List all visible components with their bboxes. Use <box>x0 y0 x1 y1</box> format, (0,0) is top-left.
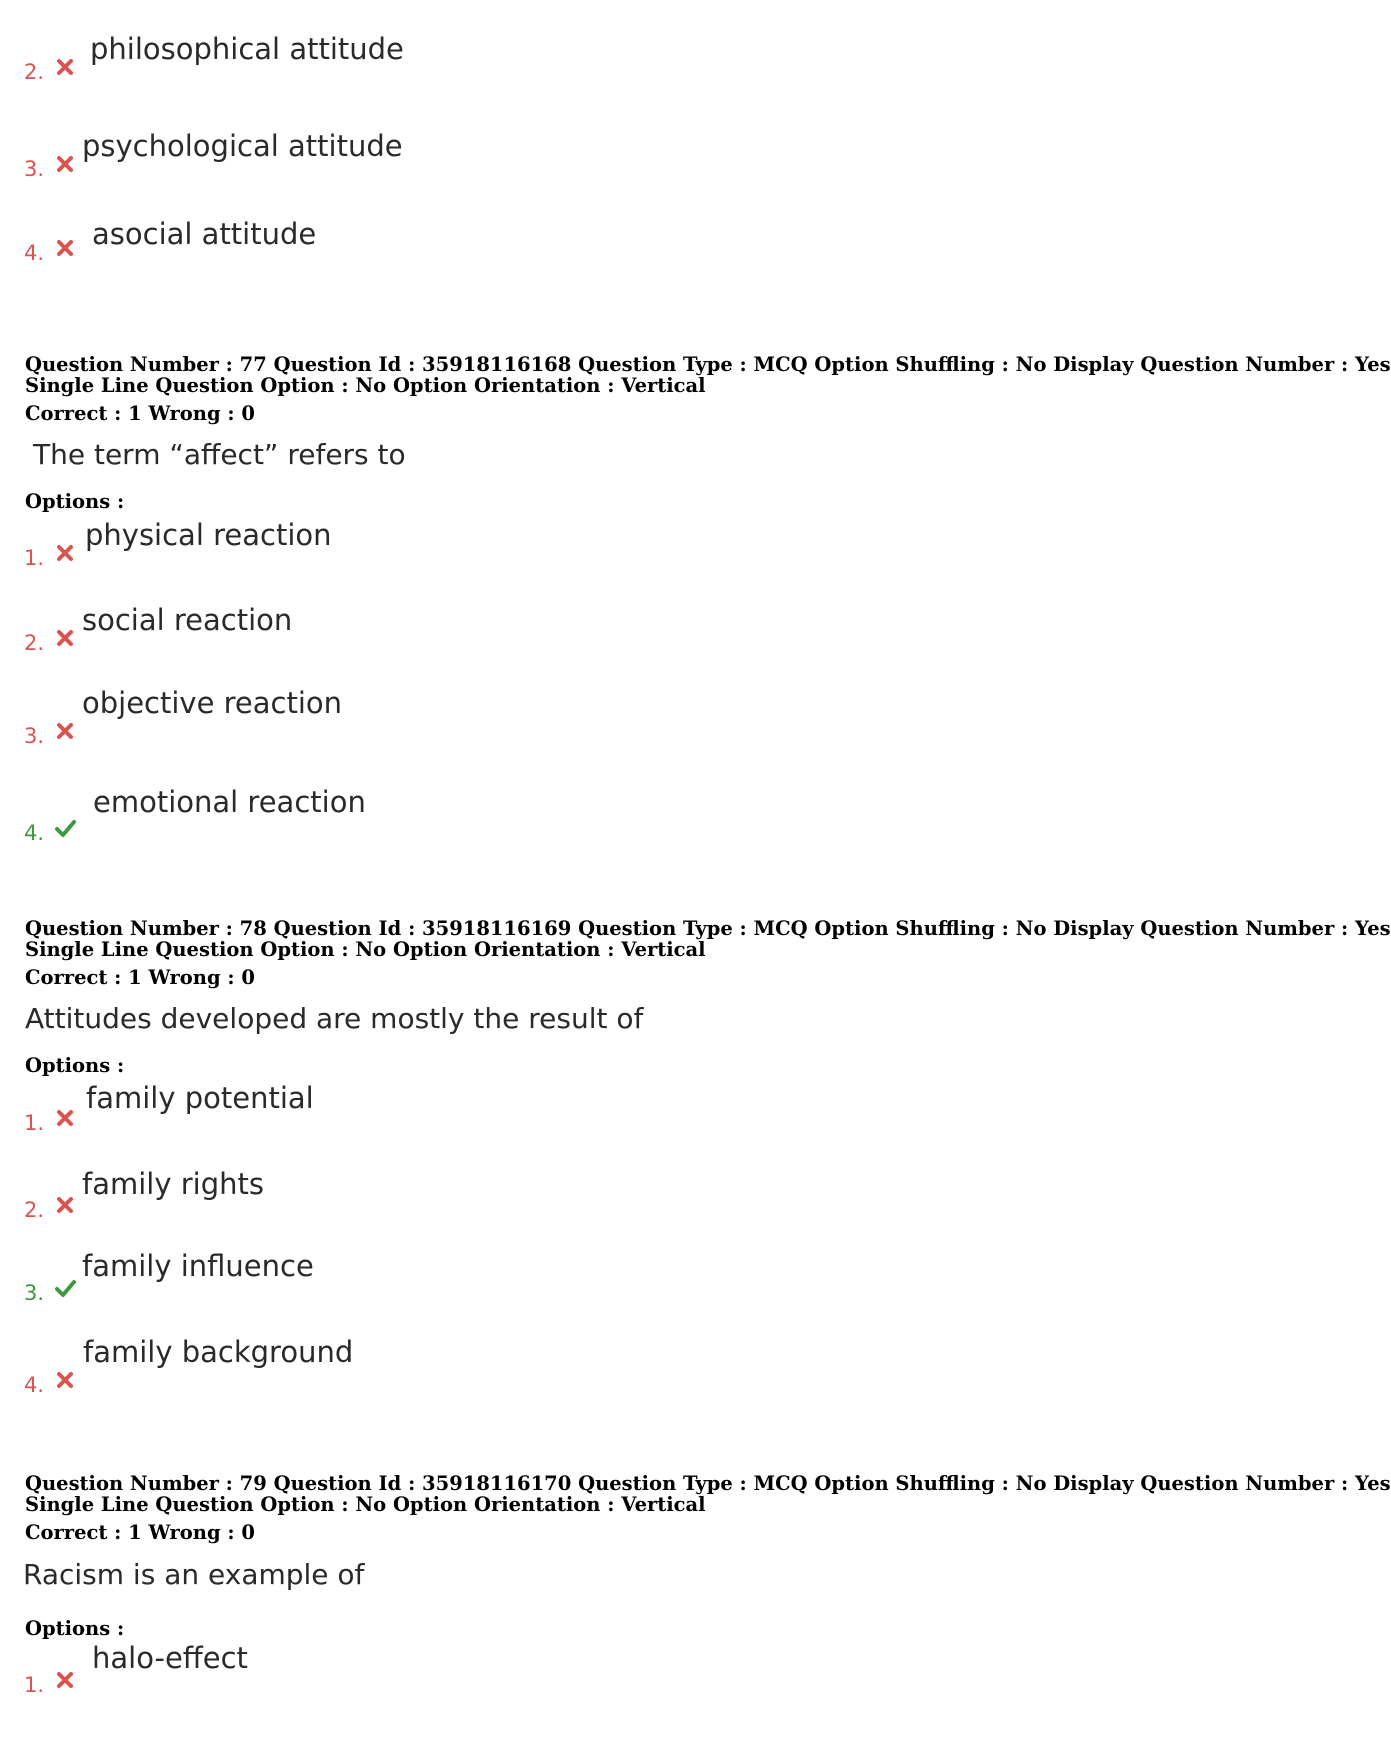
option-text: objective reaction <box>82 686 343 720</box>
options-label: Options : <box>25 490 125 513</box>
cross-icon <box>54 1107 76 1129</box>
option-number: 2. <box>24 1198 45 1222</box>
option-number: 3. <box>24 724 45 748</box>
cross-icon <box>54 56 76 78</box>
option-text: psychological attitude <box>82 129 403 163</box>
option-number: 3. <box>24 157 45 181</box>
option-number: 4. <box>24 1373 45 1397</box>
cross-icon <box>54 1669 76 1691</box>
option-text: asocial attitude <box>92 217 317 251</box>
option-row <box>0 1162 700 1222</box>
question-meta-options: Single Line Question Option : No Option Orientation : Vertical <box>25 938 706 961</box>
option-number: 4. <box>24 821 45 845</box>
option-row <box>0 24 700 84</box>
option-row <box>0 595 700 655</box>
options-label: Options : <box>25 1617 125 1640</box>
option-text: social reaction <box>82 603 293 637</box>
option-number: 1. <box>24 546 45 570</box>
option-text: emotional reaction <box>93 785 366 819</box>
cross-icon <box>54 1369 76 1391</box>
question-meta: Question Number : 79 Question Id : 35918116170 Question Type : MCQ Option Shuffling : No Display Question Number : Yes <box>25 1472 1391 1495</box>
option-number: 3. <box>24 1281 45 1305</box>
question-meta-options: Single Line Question Option : No Option Orientation : Vertical <box>25 374 706 397</box>
option-text: family background <box>83 1335 354 1369</box>
option-number: 2. <box>24 60 45 84</box>
cross-icon <box>54 542 76 564</box>
question-meta-options: Single Line Question Option : No Option Orientation : Vertical <box>25 1493 706 1516</box>
marks-info: Correct : 1 Wrong : 0 <box>25 966 255 989</box>
question-text: Racism is an example of <box>23 1558 365 1591</box>
question-meta: Question Number : 78 Question Id : 35918116169 Question Type : MCQ Option Shuffling : No Display Question Number : Yes <box>25 917 1391 940</box>
options-label: Options : <box>25 1054 125 1077</box>
option-row <box>0 1245 700 1305</box>
cross-icon <box>54 720 76 742</box>
question-meta: Question Number : 77 Question Id : 35918116168 Question Type : MCQ Option Shuffling : No Display Question Number : Yes <box>25 353 1391 376</box>
option-row <box>0 1337 700 1397</box>
marks-info: Correct : 1 Wrong : 0 <box>25 402 255 425</box>
option-text: halo-effect <box>92 1641 248 1675</box>
option-row <box>0 785 700 845</box>
option-row <box>0 688 700 748</box>
cross-icon <box>54 237 76 259</box>
marks-info: Correct : 1 Wrong : 0 <box>25 1521 255 1544</box>
option-row <box>0 121 700 181</box>
option-row <box>0 510 700 570</box>
option-row <box>0 1075 700 1135</box>
option-number: 1. <box>24 1111 45 1135</box>
option-number: 2. <box>24 631 45 655</box>
option-row <box>0 205 700 265</box>
option-text: physical reaction <box>85 518 332 552</box>
cross-icon <box>54 627 76 649</box>
option-row <box>0 1637 700 1697</box>
cross-icon <box>54 1194 76 1216</box>
check-icon <box>54 1277 76 1299</box>
question-text: The term “affect” refers to <box>33 438 406 471</box>
option-number: 1. <box>24 1673 45 1697</box>
option-text: family rights <box>82 1167 264 1201</box>
option-number: 4. <box>24 241 45 265</box>
option-text: philosophical attitude <box>90 32 404 66</box>
question-text: Attitudes developed are mostly the result of <box>25 1002 644 1035</box>
option-text: family potential <box>86 1081 314 1115</box>
cross-icon <box>54 153 76 175</box>
option-text: family influence <box>82 1249 314 1283</box>
check-icon <box>54 817 76 839</box>
